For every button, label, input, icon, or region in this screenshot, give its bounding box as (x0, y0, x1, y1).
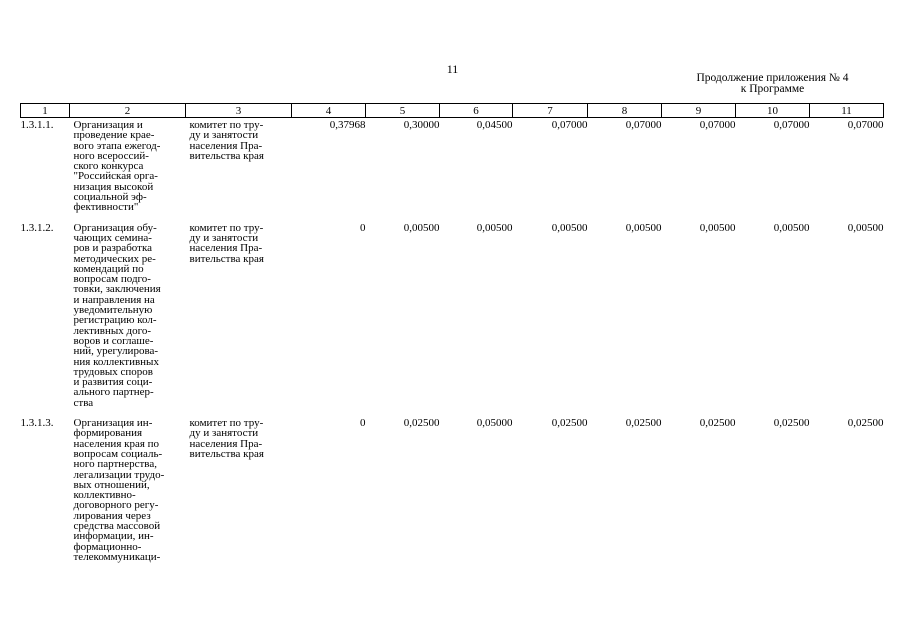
value-cell: 0,37968 (329, 119, 366, 131)
table-header-row (21, 104, 884, 118)
executor: комитет по тру- ду и занятости населения Пра- вительства края (189, 417, 264, 460)
column-header: 2 (70, 104, 186, 118)
value-cell: 0,00500 (625, 221, 662, 234)
program-table (20, 103, 884, 570)
value-cell: 0,07000 (773, 119, 810, 131)
column-header: 3 (186, 104, 292, 118)
value-cell: 0,02500 (699, 417, 736, 430)
value-cell: 0 (360, 221, 366, 234)
page-number: 11 (446, 62, 459, 76)
activity-description: Организация и проведение крае- вого этапа ежегод- ного всероссий- ского конкурса "Российская орга- низация высокой социальной эф- фективности" (73, 119, 161, 214)
row-number: 1.3.1.2. (20, 221, 54, 234)
row-number: 1.3.1.1. (20, 119, 54, 131)
column-header: 10 (736, 104, 810, 118)
value-cell: 0,05000 (476, 417, 513, 430)
activity-description: Организация обу- чающих семина- ров и разработка методических ре- комендаций по вопросам подго- товки, заключения и направления на уведомительную регистрацию кол- лективных дого- воров и соглаше- ний, урегулирова- ния коллективных трудовых споров и развития соци- ального партнер- ства (73, 221, 161, 409)
table-row (21, 416, 884, 570)
appendix-note-line2: к Программе (740, 83, 805, 95)
executor: комитет по тру- ду и занятости населения Пра- вительства края (189, 221, 264, 265)
column-header: 7 (513, 104, 588, 118)
column-header: 9 (662, 104, 736, 118)
value-cell: 0,02500 (403, 417, 440, 430)
value-cell: 0,00500 (403, 221, 440, 234)
value-cell: 0,07000 (551, 119, 588, 131)
table-row (21, 118, 884, 221)
column-header: 1 (21, 104, 70, 118)
value-cell: 0,02500 (551, 417, 588, 430)
value-cell: 0,00500 (847, 221, 884, 234)
value-cell: 0,00500 (699, 221, 736, 234)
value-cell: 0,04500 (476, 119, 513, 131)
activity-description: Организация ин- формирования населения края по вопросам социаль- ного партнерства, легализации трудо- вых отношений, коллективно- договорного регу- лирования через средства массовой информации, ин- формационно- телекоммуникаци- (73, 417, 165, 563)
column-header: 5 (366, 104, 440, 118)
column-header: 6 (440, 104, 513, 118)
value-cell: 0,02500 (847, 417, 884, 430)
value-cell: 0,30000 (403, 119, 440, 131)
value-cell: 0,07000 (699, 119, 736, 131)
value-cell: 0,02500 (773, 417, 810, 430)
table-row (21, 221, 884, 416)
value-cell: 0,02500 (625, 417, 662, 430)
value-cell: 0,00500 (551, 221, 588, 234)
value-cell: 0,07000 (847, 119, 884, 131)
column-header: 4 (292, 104, 366, 118)
value-cell: 0,00500 (476, 221, 513, 234)
executor: комитет по тру- ду и занятости населения Пра- вительства края (189, 119, 264, 162)
appendix-note-line1: Продолжение приложения № 4 (696, 72, 849, 84)
value-cell: 0,00500 (773, 221, 810, 234)
appendix-note (680, 73, 865, 95)
value-cell: 0 (360, 417, 366, 430)
column-header: 11 (810, 104, 884, 118)
value-cell: 0,07000 (625, 119, 662, 131)
row-number: 1.3.1.3. (20, 417, 54, 430)
column-header: 8 (588, 104, 662, 118)
